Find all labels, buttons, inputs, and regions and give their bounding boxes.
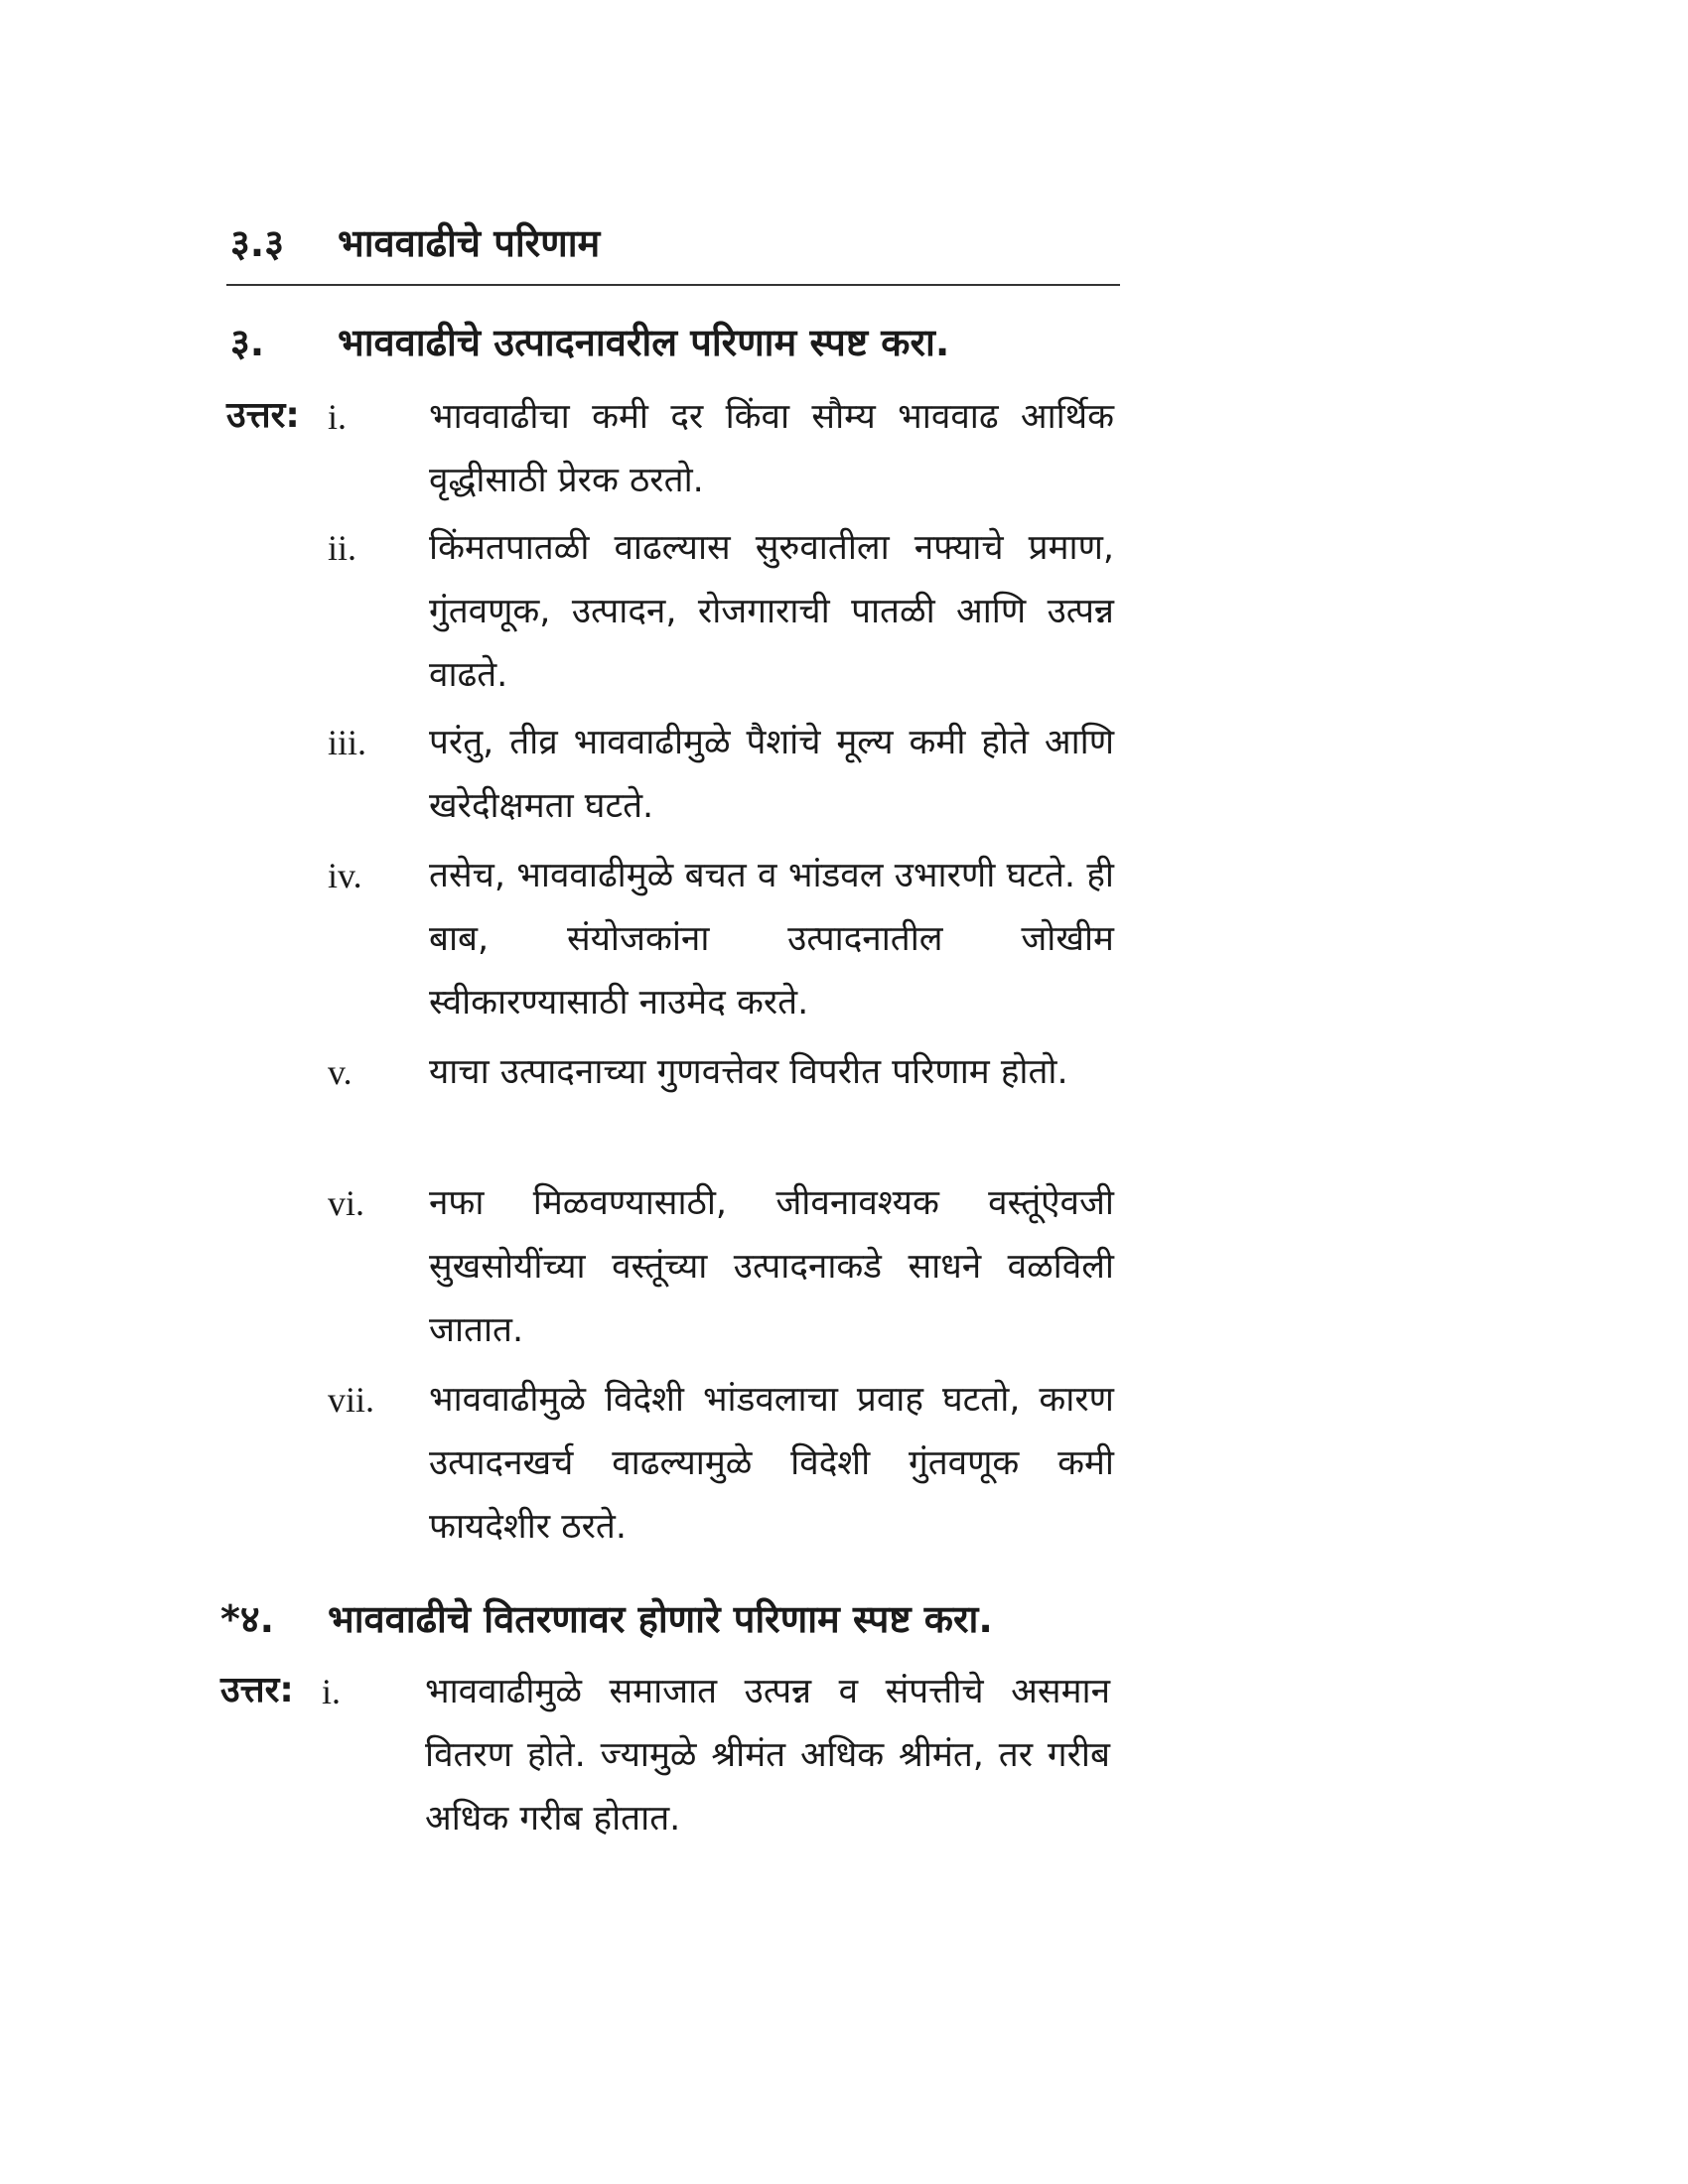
question-4-number: *४. [220, 1597, 275, 1641]
item-text: तसेच, भाववाढीमुळे बचत व भांडवल उभारणी घटते. ही बाब, संयोजकांना उत्पादनातील जोखीम स्वीकारण्यासाठी नाउमेद करते. [429, 856, 1114, 1023]
question-3-number: ३. [230, 321, 265, 364]
item-text: भाववाढीचा कमी दर किंवा सौम्य भाववाढ आर्थिक वृद्धीसाठी प्रेरक ठरतो. [429, 397, 1114, 500]
heading-divider [226, 284, 1120, 286]
item-text: परंतु, तीव्र भाववाढीमुळे पैशांचे मूल्य कमी होते आणि खरेदीक्षमता घटते. [429, 723, 1114, 826]
q3-answer-label: उत्तर: [226, 395, 300, 436]
question-3-text: भाववाढीचे उत्पादनावरील परिणाम स्पष्ट करा. [338, 321, 950, 364]
item-number: i. [322, 1672, 342, 1711]
item-text: किंमतपातळी वाढल्यास सुरुवातीला नफ्याचे प्रमाण, गुंतवणूक, उत्पादन, रोजगाराची पातळी आणि उत्पन्न वाढते. [429, 528, 1114, 695]
item-number: iv. [328, 856, 362, 895]
section-heading [230, 216, 600, 268]
item-text: भाववाढीमुळे विदेशी भांडवलाचा प्रवाह घटतो, कारण उत्पादनखर्च वाढल्यामुळे विदेशी गुंतवणूक कमी फायदेशीर ठरते. [429, 1380, 1114, 1547]
question-4-text: भाववाढीचे वितरणावर होणारे परिणाम स्पष्ट करा. [328, 1597, 993, 1641]
item-text: भाववाढीमुळे समाजात उत्पन्न व संपत्तीचे असमान वितरण होते. ज्यामुळे श्रीमंत अधिक श्रीमंत, तर गरीब अधिक गरीब होतात. [425, 1672, 1110, 1839]
item-number: vii. [328, 1380, 375, 1420]
item-number: iii. [328, 723, 367, 762]
section-title: भाववाढीचे परिणाम [338, 221, 601, 265]
item-text: नफा मिळवण्यासाठी, जीवनावश्यक वस्तूंऐवजी सुखसोयींच्या वस्तूंच्या उत्पादनाकडे साधने वळविली जातात. [429, 1183, 1114, 1350]
item-text: याचा उत्पादनाच्या गुणवत्तेवर विपरीत परिणाम होतो. [429, 1052, 1068, 1092]
item-number: i. [328, 397, 348, 437]
item-number: v. [328, 1052, 352, 1092]
section-number: ३.३ [230, 221, 284, 265]
item-number: ii. [328, 528, 357, 568]
q4-answer-label: उत्तर: [220, 1670, 294, 1710]
item-number: vi. [328, 1183, 365, 1223]
